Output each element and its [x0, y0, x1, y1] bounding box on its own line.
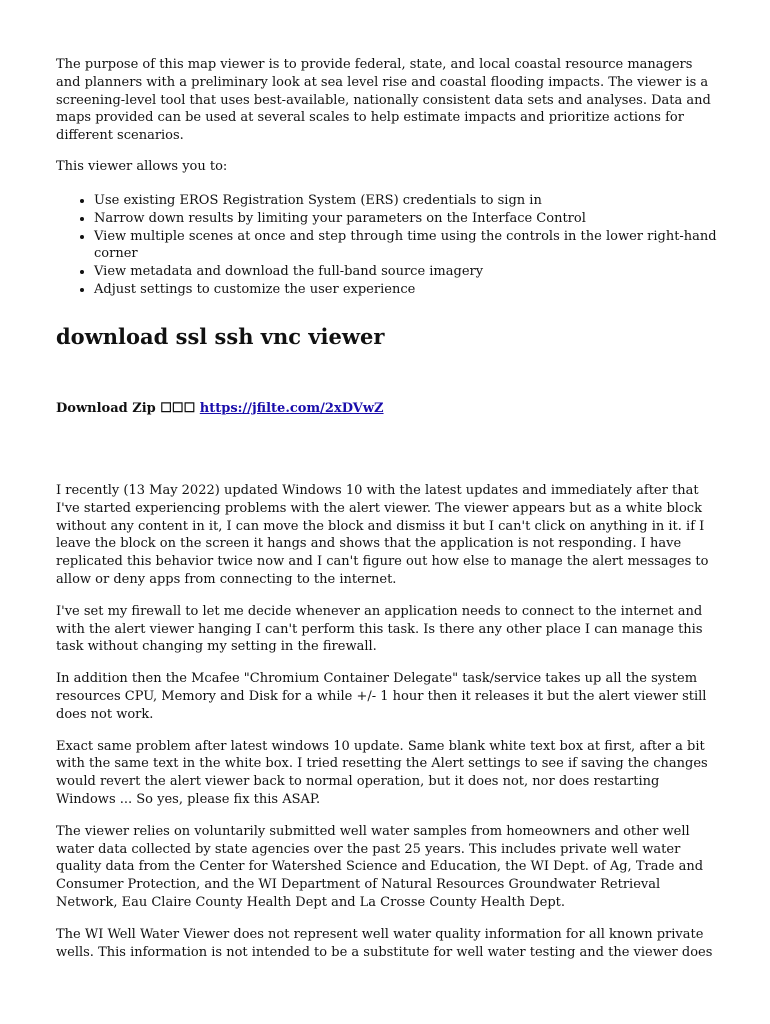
list-item: • View multiple scenes at once and step through time using the controls in the lower right-hand corner — [94, 228, 718, 264]
download-link[interactable]: https://jfilte.com/2xDVwZ — [199, 401, 384, 416]
body-paragraph: The WI Well Water Viewer does not represent well water quality information for all known private wells. This information is not intended to be a substitute for well water testing and the viewer does — [56, 926, 713, 960]
download-label: Download Zip ☐☐☐ — [56, 401, 200, 416]
list-item: • Use existing EROS Registration System (ERS) credentials to sign in — [94, 192, 718, 210]
body-paragraph: I've set my firewall to let me decide whenever an application needs to connect to the internet and with the alert viewer hanging I can't perform this task. Is there any other place I can manage this task without changing my setting in the firewall. — [56, 603, 703, 655]
page-title: download ssl ssh vnc viewer — [56, 324, 385, 349]
intro-paragraph: The purpose of this map viewer is to provide federal, state, and local coastal resource managers and planners with a preliminary look at sea level rise and coastal flooding impacts. The viewer is a screening-level tool that uses best-available, nationally consistent data sets and analyses. Data and maps provided can be used at several scales to help estimate impacts and prioritize actions for different scenarios. — [56, 57, 711, 144]
body-paragraph: In addition then the Mcafee "Chromium Container Delegate" task/service takes up all the system resources CPU, Memory and Disk for a while +/- 1 hour then it releases it but the alert viewer still does not work. — [56, 671, 707, 722]
feature-list — [56, 192, 718, 299]
list-item: • View metadata and download the full-band source imagery — [94, 263, 718, 281]
body-paragraph: Exact same problem after latest windows 10 update. Same blank white text box at first, after a bit with the same text in the white box. I tried resetting the Alert settings to see if saving the changes would revert the alert viewer back to normal operation, but it does not, nor does restarting Windows ... So yes, please fix this ASAP. — [56, 738, 708, 807]
download-line — [56, 400, 718, 418]
body-text — [56, 482, 718, 975]
list-item: • Narrow down results by limiting your parameters on the Interface Control — [94, 210, 718, 228]
list-item: • Adjust settings to customize the user experience — [94, 281, 718, 299]
allows-lead-in: This viewer allows you to: — [56, 159, 228, 174]
body-paragraph: The viewer relies on voluntarily submitted well water samples from homeowners and other well water data collected by state agencies over the past 25 years. This includes private well water quality data from the Center for Watershed Science and Education, the WI Dept. of Ag, Trade and Consumer Protection, and the WI Department of Natural Resources Groundwater Retrieval Network, Eau Claire County Health Dept and La Crosse County Health Dept. — [56, 823, 704, 910]
body-paragraph: I recently (13 May 2022) updated Windows 10 with the latest updates and immediately after that I've started experiencing problems with the alert viewer. The viewer appears but as a white block without any content in it, I can move the block and dismiss it but I can't click on anything in it. if I leave the block on the screen it hangs and shows that the application is not responding. I have replicated this behavior twice now and I can't figure out how else to manage the alert messages to allow or deny apps from connecting to the internet. — [56, 483, 709, 587]
